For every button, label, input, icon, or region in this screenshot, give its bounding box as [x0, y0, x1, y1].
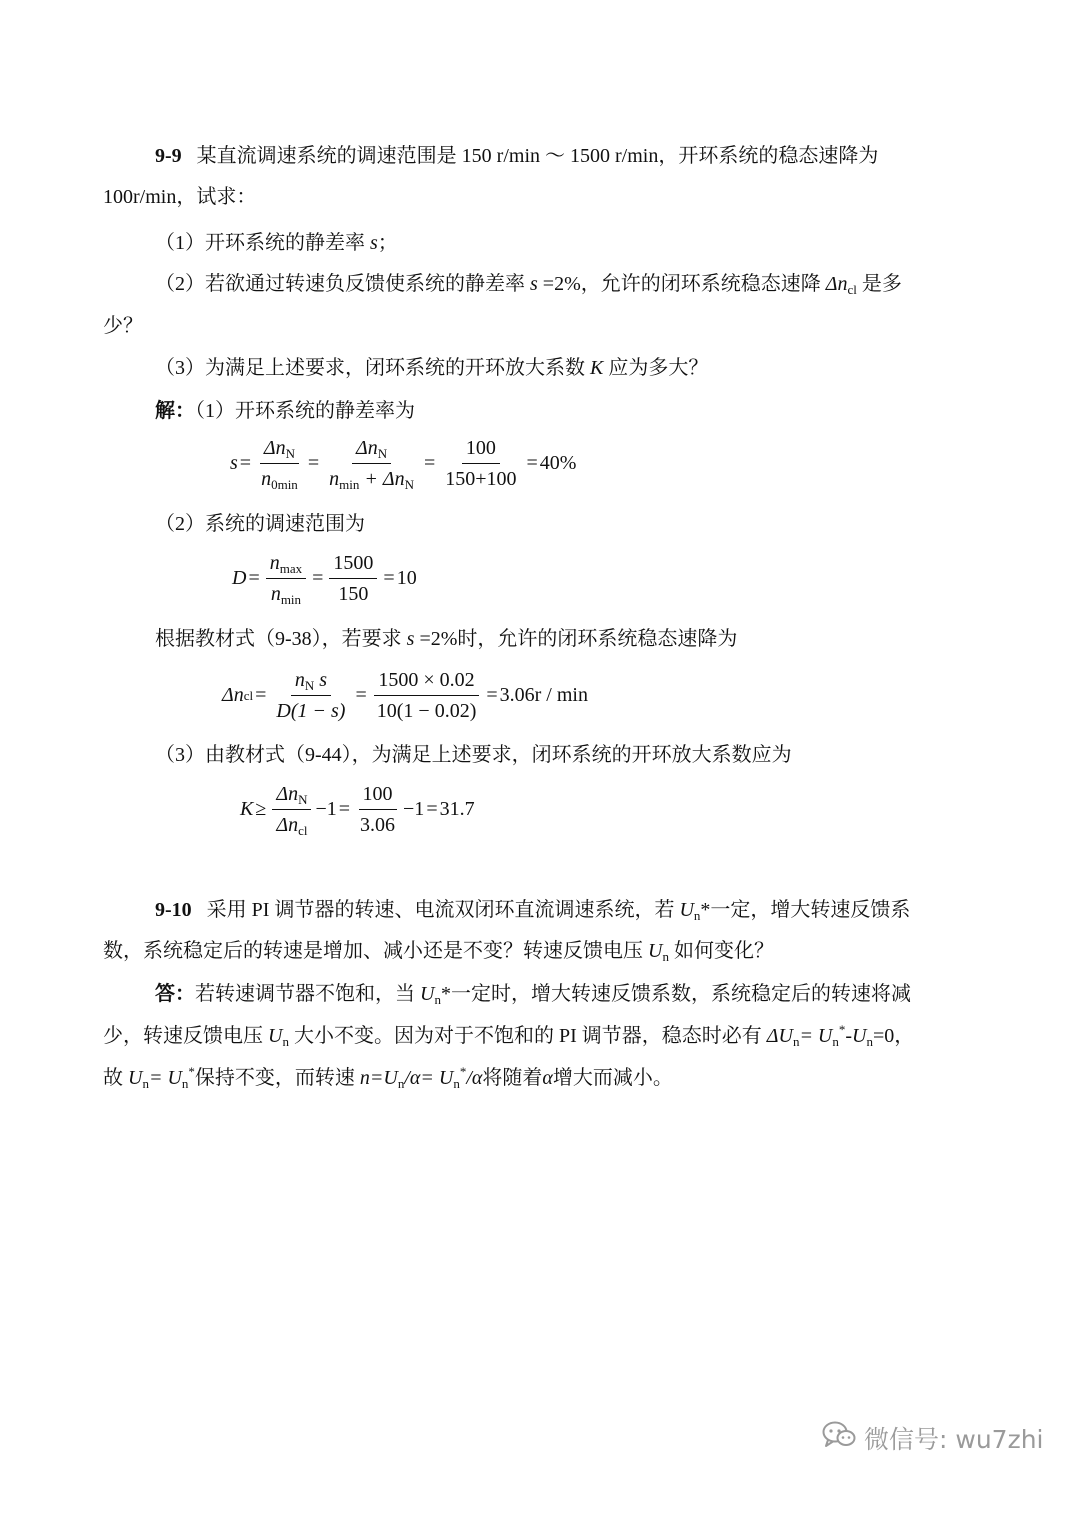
fraction [329, 551, 377, 606]
problem-9-9-line1 [155, 142, 878, 170]
answer-math: /α [466, 1067, 483, 1089]
wechat-icon [822, 1421, 864, 1455]
eq-term: Δn [263, 437, 286, 459]
subscript: n [142, 1076, 149, 1091]
fraction [373, 668, 481, 723]
answer-math: =0， [873, 1025, 915, 1047]
variable-s: s [406, 628, 415, 650]
question-text: （2）若欲通过转速负反馈使系统的静差率 [155, 273, 530, 295]
solution-text: 根据教材式（9-38），若要求 [155, 628, 407, 650]
question-3 [155, 354, 708, 382]
answer-line2 [103, 1022, 914, 1050]
question-text: 少？ [103, 315, 143, 337]
problem-stem: 如何变化？ [668, 940, 774, 962]
eq-term: 3.06 [360, 814, 396, 836]
variable-u: U [268, 1025, 283, 1047]
subscript: n [282, 1034, 289, 1049]
variable-u: U [420, 983, 435, 1005]
eq-term: 150+100 [445, 468, 517, 490]
equation-speed-range: D = $\frac{n_{max}}{n_{min}}$ = $\frac{1500}{150}$ = 10 [232, 552, 417, 607]
answer-math: -U [845, 1025, 867, 1047]
eq-lhs: Δn [222, 684, 244, 706]
variable-u: U [128, 1067, 143, 1089]
variable-s: s [370, 232, 378, 254]
eq-term: Δn [276, 814, 299, 836]
problem-9-9-line2 [103, 183, 256, 211]
question-2 [155, 270, 902, 298]
variable-u: U [679, 899, 694, 921]
problem-9-10-line1 [155, 896, 910, 924]
subscript: N [377, 446, 388, 461]
subscript: N [304, 678, 315, 693]
watermark-text: 微信号: wu7zhi [864, 1425, 1044, 1454]
subscript: cl [847, 282, 857, 297]
wechat-watermark [822, 1420, 1043, 1456]
problem-stem: 某直流调速系统的调速范围是 150 r/min ～ 1500 r/min，开环系统的稳态速降为 [196, 145, 879, 167]
eq-term: 100 [462, 436, 500, 464]
solution-1-heading [155, 397, 415, 425]
subscript: n [181, 1076, 189, 1091]
answer-text: 故 [103, 1067, 128, 1089]
eq-term: + Δn [359, 468, 405, 490]
problem-stem: 数，系统稳定后的转速是增加、减小还是不变？转速反馈电压 [103, 940, 648, 962]
answer-label: 答： [155, 983, 195, 1005]
eq-term: D(1 − s) [276, 700, 346, 722]
eq-term: 100 [359, 782, 397, 810]
question-text: （1）开环系统的静差率 [155, 232, 370, 254]
subscript: N [298, 792, 308, 807]
subscript: n [434, 992, 441, 1007]
eq-term: −1 [315, 798, 337, 820]
fraction [356, 782, 399, 837]
question-text: 应为多大？ [603, 357, 709, 379]
solution-text: （1）开环系统的静差率为 [195, 400, 415, 422]
eq-term: n [294, 669, 305, 691]
question-text: （3）为满足上述要求，闭环系统的开环放大系数 [155, 357, 590, 379]
problem-9-10-line2 [103, 937, 774, 965]
subscript: n [453, 1076, 460, 1091]
equation-gain: K ≥ $\frac{\Delta n_N}{\Delta n_{cl}}$ −1 = $\frac{100}{3.06}$ −1 = 31.7 [240, 783, 475, 838]
eq-term: Δn [276, 783, 299, 805]
question-1 [155, 229, 398, 257]
answer-text: 若转速调节器不饱和，当 [195, 983, 420, 1005]
variable-s: s [530, 273, 538, 295]
fraction [257, 436, 302, 491]
eq-term: n [261, 468, 272, 490]
subscript: min [339, 477, 360, 492]
solution-text: （3）由教材式（9-44），为满足上述要求，闭环系统的开环放大系数应为 [155, 744, 792, 766]
eq-term: 1500 × 0.02 [374, 668, 478, 696]
answer-text: *一定时，增大转速反馈系数，系统稳定后的转速将减 [440, 983, 911, 1005]
variable-k: K [590, 357, 604, 379]
subscript: n [662, 949, 669, 964]
answer-text: 增大而减小。 [552, 1067, 673, 1089]
fraction [272, 668, 349, 723]
subscript: 0min [271, 477, 298, 492]
fraction [325, 436, 418, 491]
question-2-cont [103, 312, 143, 340]
problem-stem: *一定，增大转速反馈系 [700, 899, 911, 921]
subscript: max [279, 561, 303, 576]
subscript: min [280, 592, 302, 607]
answer-math: α [542, 1067, 553, 1089]
eq-term: n [329, 468, 340, 490]
problem-stem: 采用 PI 调节器的转速、电流双闭环直流调速系统，若 [206, 899, 680, 921]
fraction [272, 782, 311, 837]
eq-term: −1 [403, 798, 425, 820]
eq-lhs: K [240, 798, 254, 820]
superscript: * [459, 1064, 467, 1079]
variable-delta-n: Δn [825, 273, 848, 295]
eq-result: 40% [539, 452, 577, 474]
problem-number: 9-9 [155, 145, 182, 167]
eq-result: 3.06r / min [499, 684, 588, 706]
eq-term: 10(1 − 0.02) [376, 700, 477, 722]
subscript: n [832, 1034, 839, 1049]
answer-math: = U [799, 1025, 833, 1047]
answer-line3 [103, 1064, 673, 1092]
question-text: ； [377, 232, 398, 254]
eq-term: Δn [355, 437, 378, 459]
subscript: N [404, 477, 414, 492]
problem-number: 9-10 [155, 899, 192, 921]
answer-line1 [155, 980, 911, 1008]
question-text: =2%，允许的闭环系统稳态速降 [537, 273, 826, 295]
eq-term: n [269, 552, 280, 574]
eq-term: s [319, 669, 328, 691]
eq-lhs: s [230, 452, 238, 474]
superscript: * [188, 1064, 195, 1079]
solution-label: 解： [155, 400, 195, 422]
subscript: n [866, 1034, 873, 1049]
subscript: cl [298, 823, 308, 838]
solution-3-heading [155, 741, 792, 769]
subscript: n [397, 1076, 405, 1091]
subscript: N [285, 446, 296, 461]
answer-math: = U [148, 1067, 182, 1089]
superscript: * [838, 1022, 846, 1037]
equation-closed-loop-drop: Δn cl = $\frac{n_N s}{D(1 - s)}$ = $\frac{1500 \times 0.02}{10(1 - 0.02)}$ = 3.06r / min [222, 669, 588, 722]
eq-term: 1500 [329, 551, 377, 579]
eq-term: n [270, 583, 281, 605]
fraction [441, 436, 520, 491]
subscript: n [792, 1034, 800, 1049]
answer-math: /α= U [404, 1067, 454, 1089]
solution-2b-text [155, 625, 737, 653]
eq-lhs: D [232, 567, 247, 589]
answer-text: 保持不变，而转速 [194, 1067, 360, 1089]
answer-text: 大小不变。因为对于不饱和的 PI 调节器，稳态时必有 [288, 1025, 767, 1047]
problem-stem-cont: 100r/min，试求： [103, 186, 257, 208]
equation-static-error: s = $\frac{\Delta n_N}{n_{0min}}$ = $\frac{\Delta n_N}{n_{min} + \Delta n_N}$ = $\frac{100}{150+100}$ = 40% [230, 437, 577, 492]
eq-result: 10 [396, 567, 417, 589]
answer-text: 少，转速反馈电压 [103, 1025, 268, 1047]
question-text: 是多 [856, 273, 902, 295]
answer-text: 将随着 [482, 1067, 543, 1089]
answer-math: n=U [359, 1067, 398, 1089]
answer-math: ΔU [766, 1025, 793, 1047]
eq-result: 31.7 [439, 798, 475, 820]
solution-2-heading [155, 510, 365, 538]
variable-u: U [648, 940, 663, 962]
solution-text: =2%时，允许的闭环系统稳态速降为 [414, 628, 738, 650]
solution-text: （2）系统的调速范围为 [155, 513, 365, 535]
eq-term: 150 [338, 583, 369, 605]
fraction [266, 551, 306, 606]
subscript: n [693, 908, 701, 923]
